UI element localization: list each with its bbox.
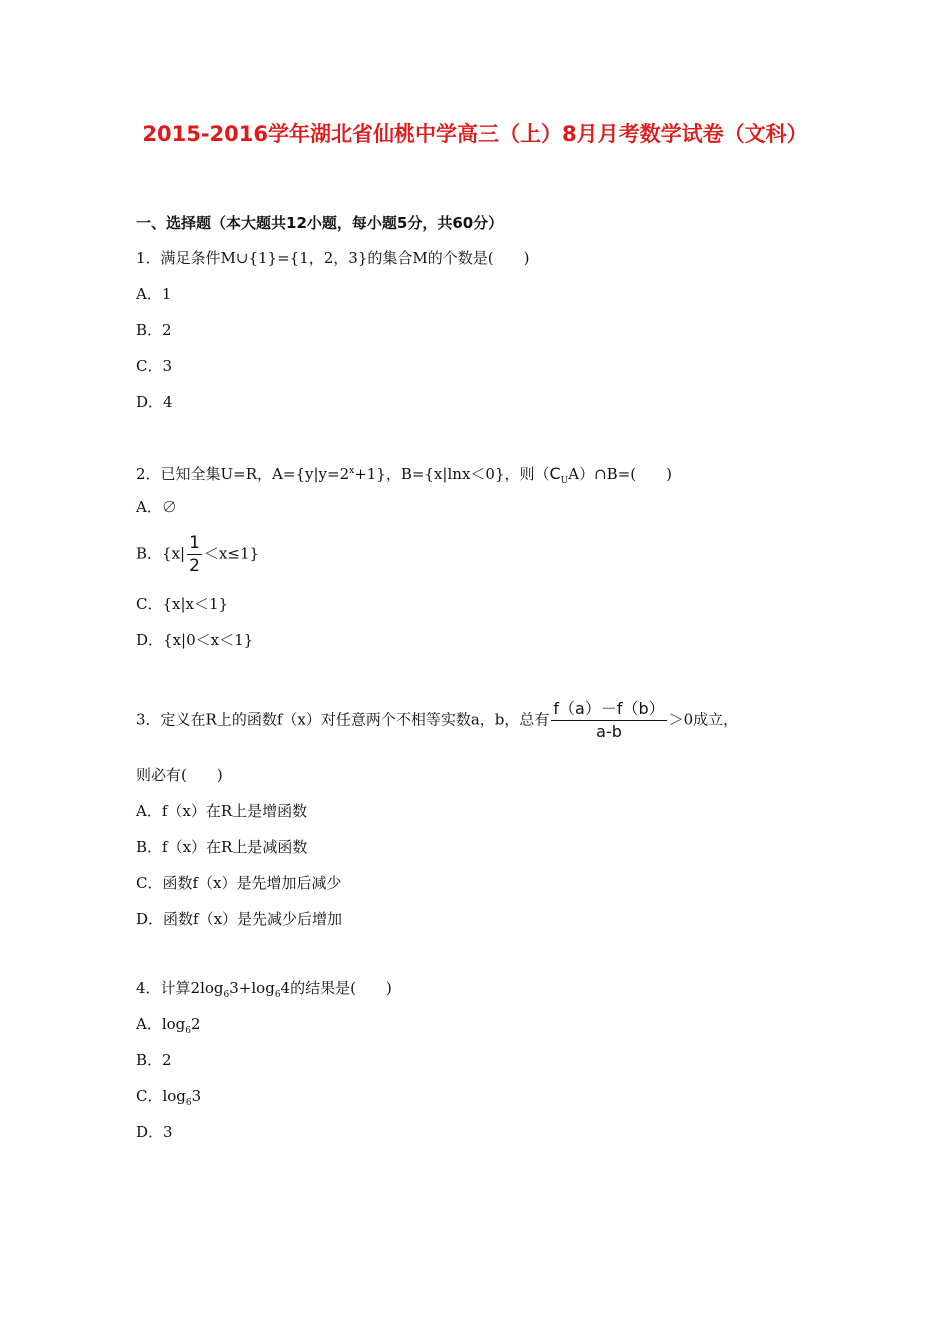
question-2-option-b-suffix: ＜x≤1} — [203, 544, 260, 563]
question-3-stem-part2: ＞0成立， — [668, 710, 739, 729]
fraction-denominator: a-b — [596, 722, 622, 741]
question-2-exponent: x — [349, 466, 355, 476]
question-3-option-c: C．函数f（x）是先增加后减少 — [136, 874, 342, 892]
section-heading: 一、选择题（本大题共12小题，每小题5分，共60分） — [136, 214, 504, 232]
question-2-option-d: D．{x|0＜x＜1} — [136, 631, 254, 649]
question-3-option-d: D．函数f（x）是先减少后增加 — [136, 910, 343, 928]
question-1-option-a: A．1 — [136, 285, 172, 303]
fraction-numerator: f（a）－f（b） — [551, 698, 666, 721]
fraction-denominator: 2 — [189, 556, 200, 576]
log-base-subscript: 6 — [274, 990, 281, 1000]
log-base-subscript: 6 — [185, 1026, 191, 1036]
question-4-stem-part2: 3+log — [229, 979, 275, 997]
question-2-stem-part1: 2．已知全集U=R，A={y|y=2 — [136, 465, 350, 483]
question-4-option-d: D．3 — [136, 1123, 173, 1141]
complement-symbol: C — [549, 464, 561, 483]
question-2-option-b — [136, 532, 259, 577]
question-4-option-c — [136, 1086, 201, 1113]
fraction-one-half — [187, 532, 202, 577]
question-3-option-b: B．f（x）在R上是减函数 — [136, 838, 308, 856]
question-4-option-c-arg: 3 — [191, 1087, 202, 1105]
question-1-stem: 1．满足条件M∪{1}={1，2，3}的集合M的个数是( ) — [136, 249, 530, 267]
complement-subscript: U — [560, 476, 569, 486]
question-1-option-c: C．3 — [136, 357, 173, 375]
log-base-subscript: 6 — [223, 990, 230, 1000]
question-1-option-b: B．2 — [136, 321, 172, 339]
question-2-stem-part2: +1}，B={x|lnx＜0}，则（ — [354, 465, 550, 483]
difference-quotient-fraction — [551, 698, 666, 743]
fraction-numerator: 1 — [189, 533, 200, 553]
question-4-stem — [136, 978, 392, 1005]
question-4-option-a-arg: 2 — [191, 1015, 201, 1033]
question-4-stem-part3: 4的结果是( ) — [280, 979, 392, 997]
question-3-stem-line2: 则必有( ) — [136, 766, 223, 784]
log-base-subscript: 6 — [185, 1098, 192, 1108]
question-4-option-a — [136, 1014, 201, 1041]
question-4-option-c-text: C．log — [136, 1087, 186, 1105]
exam-title: 2015-2016学年湖北省仙桃中学高三（上）8月月考数学试卷（文科） — [142, 122, 808, 146]
question-4-stem-part1: 4．计算2log — [136, 979, 224, 997]
question-2-option-c: C．{x|x＜1} — [136, 595, 229, 613]
question-3-stem — [136, 698, 738, 743]
question-2-option-b-prefix: B．{x| — [136, 544, 186, 563]
question-4-option-b: B．2 — [136, 1051, 172, 1069]
question-2-stem — [136, 461, 672, 491]
question-3-stem-part1: 3．定义在R上的函数f（x）对任意两个不相等实数a，b，总有 — [136, 710, 550, 729]
question-4-option-a-text: A．log — [136, 1015, 186, 1033]
question-3-option-a: A．f（x）在R上是增函数 — [136, 802, 308, 820]
question-2-stem-part3: A）∩B=( ) — [568, 465, 672, 483]
question-2-option-a: A．∅ — [136, 498, 177, 516]
question-1-option-d: D．4 — [136, 393, 173, 411]
